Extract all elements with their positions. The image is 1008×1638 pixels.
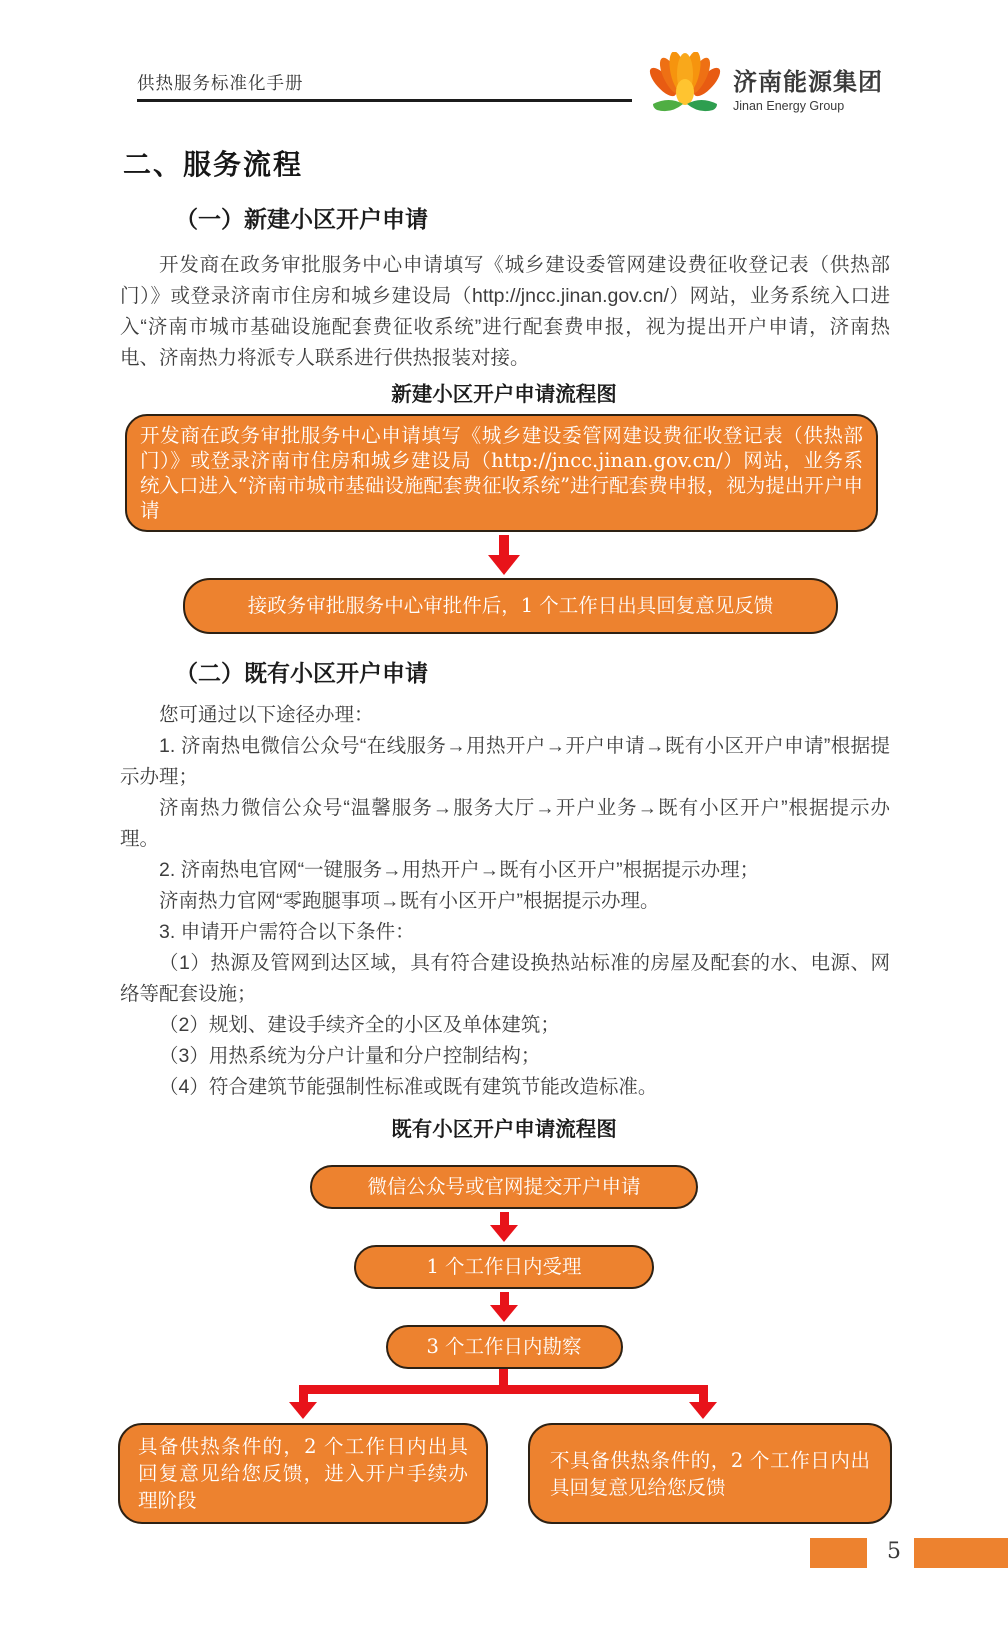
- flow-arrow-down-icon: [0, 535, 1008, 575]
- flowchart-1-title: 新建小区开户申请流程图: [391, 383, 617, 406]
- flowchart-1: [0, 414, 1008, 634]
- doc-title: 供热服务标准化手册: [137, 73, 304, 93]
- subsection-1-paragraph: 开发商在政务审批服务中心申请填写《城乡建设委管网建设费征收登记表（供热部门）》或登录济南市住房和城乡建设局（http://jncc.jinan.gov.cn/）网站，业务系统入口进入“济南市城市基础设施配套费征收系统”进行配套费申报，视为提出开户申请，济南热电、济南热力将派专人联系进行供热报装对接。: [120, 254, 890, 369]
- paragraph: 2. 济南热电官网“一键服务→用热开户→既有小区开户”根据提示办理；: [159, 859, 760, 881]
- header-rule: [137, 99, 632, 102]
- flow-arrow-down-icon: [289, 1402, 317, 1419]
- paragraph: （1）热源及管网到达区域，具有符合建设换热站标准的房屋及配套的水、电源、网络等配套设施；: [120, 952, 890, 1005]
- company-logo-icon: [645, 52, 725, 123]
- paragraph: 您可通过以下途径办理：: [159, 704, 374, 726]
- brand-name: 济南能源集团: [733, 69, 883, 96]
- flow-result-unqualified: [528, 1423, 892, 1524]
- paragraph: （2）规划、建设手续齐全的小区及单体建筑；: [159, 1014, 560, 1036]
- flowchart-2-title: 既有小区开户申请流程图: [391, 1118, 617, 1141]
- flow-step-reply: 接政务审批服务中心审批件后，1 个工作日出具回复意见反馈: [183, 578, 838, 634]
- paragraph: （4）符合建筑节能强制性标准或既有建筑节能改造标准。: [159, 1076, 658, 1098]
- flow-arrow-down-icon: [490, 1212, 518, 1242]
- page-header: [0, 0, 1008, 120]
- flow-step-apply: 开发商在政务审批服务中心申请填写《城乡建设委管网建设费征收登记表（供热部门）》或登录济南市住房和城乡建设局（http://jncc.jinan.gov.cn/）网站，业务系统入口进入“济南市城市基础设施配套费征收系统”进行配套费申报，视为提出开户申请: [125, 414, 878, 532]
- paragraph: 济南热力官网“零跑腿事项→既有小区开户”根据提示办理。: [159, 890, 660, 912]
- subsection-2-heading: （二）既有小区开户申请: [175, 660, 428, 686]
- flowchart-2: [0, 1165, 1008, 1524]
- subsection-1-heading: （一）新建小区开户申请: [175, 206, 428, 232]
- brand-subtitle: Jinan Energy Group: [733, 99, 845, 113]
- section-heading: 二、服务流程: [123, 149, 304, 180]
- footer-bar: [810, 1538, 867, 1568]
- flow-step-accept: 1 个工作日内受理: [354, 1245, 654, 1289]
- page-number: 5: [887, 1539, 901, 1564]
- flow-step-submit: 微信公众号或官网提交开户申请: [310, 1165, 698, 1209]
- paragraph: （3）用热系统为分户计量和分户控制结构；: [159, 1045, 541, 1067]
- flow-result-unqualified-text: 不具备供热条件的，2 个工作日内出具回复意见给您反馈: [550, 1448, 870, 1499]
- flow-result-qualified: 具备供热条件的，2 个工作日内出具回复意见给您反馈，进入开户手续办理阶段: [118, 1423, 488, 1524]
- flow-branch-connector: [0, 1369, 1008, 1421]
- paragraph: 1. 济南热电微信公众号“在线服务→用热开户→开户申请→既有小区开户申请”根据提示办理；: [120, 735, 890, 788]
- flow-branch-row: [0, 1423, 1008, 1524]
- footer-bar: [914, 1538, 1008, 1568]
- flow-step-survey: 3 个工作日内勘察: [386, 1325, 623, 1369]
- paragraph: 3. 申请开户需符合以下条件：: [159, 921, 415, 943]
- flow-arrow-down-icon: [490, 1292, 518, 1322]
- brand-block: [645, 52, 883, 123]
- paragraph: 济南热力微信公众号“温馨服务→服务大厅→开户业务→既有小区开户”根据提示办理。: [120, 797, 890, 850]
- flow-arrow-down-icon: [689, 1402, 717, 1419]
